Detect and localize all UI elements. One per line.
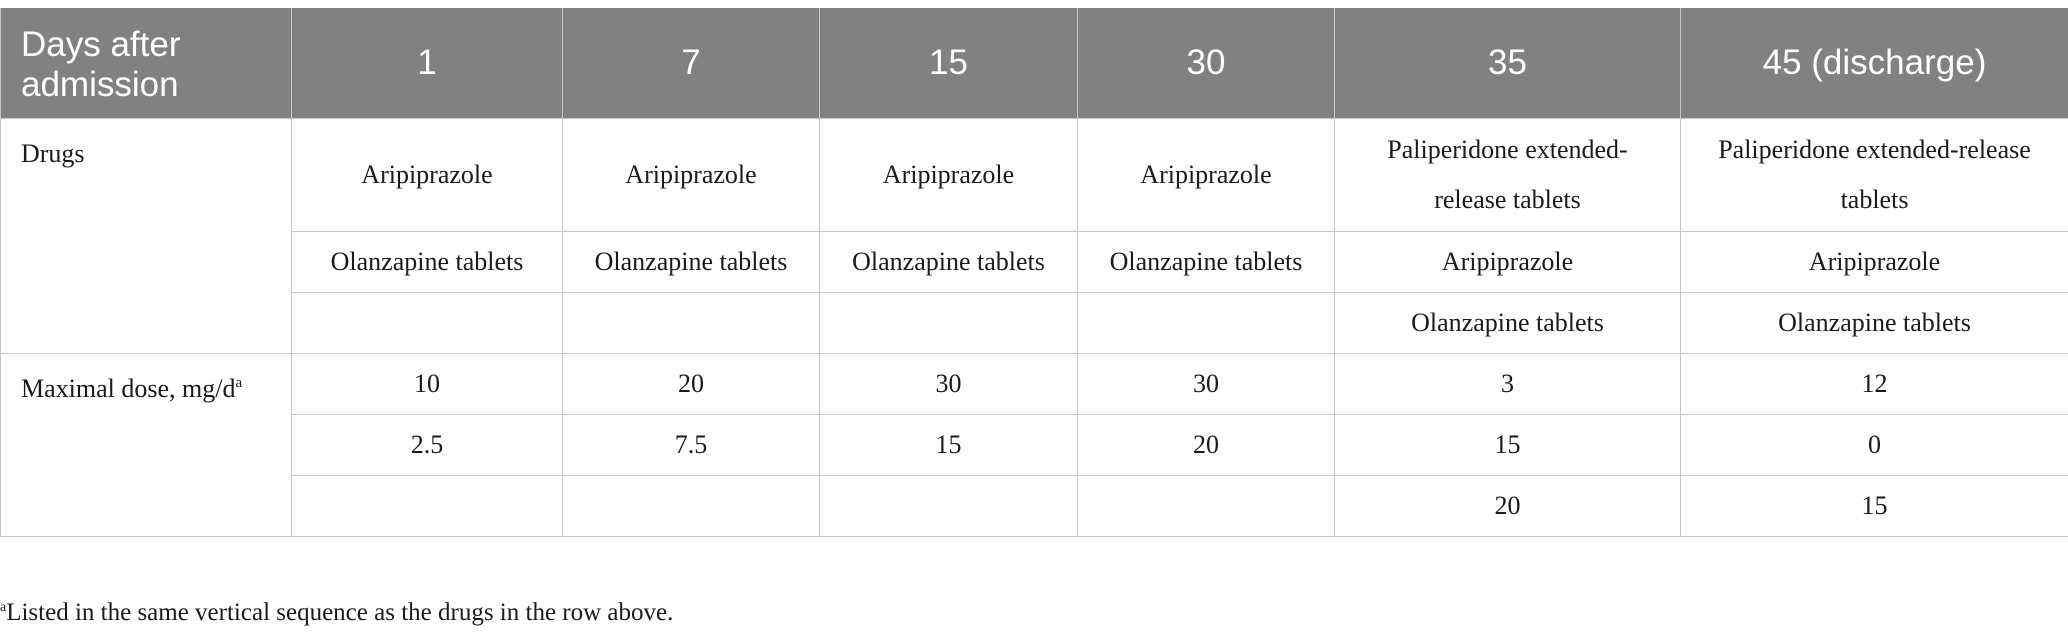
header-day-35: 35	[1335, 8, 1681, 118]
maximal-dose-label-text: Maximal dose, mg/d	[21, 373, 236, 403]
table-row	[1, 353, 2068, 414]
header-days-after-admission: Days after admission	[1, 8, 292, 118]
header-row	[1, 8, 2068, 118]
table-cell: 30	[820, 353, 1078, 414]
footnote-marker: a	[0, 600, 7, 615]
table-cell	[292, 475, 563, 536]
table-cell: Olanzapine tablets	[1681, 292, 2068, 353]
table-cell	[1078, 475, 1335, 536]
table-cell: 3	[1335, 353, 1681, 414]
table-cell	[563, 292, 820, 353]
table-row	[1, 414, 2068, 475]
table-cell: Aripiprazole	[1335, 231, 1681, 292]
table-cell: 30	[1078, 353, 1335, 414]
table-cell: 20	[563, 353, 820, 414]
table-cell	[563, 475, 820, 536]
table-row	[1, 118, 2068, 231]
table-cell: Aripiprazole	[820, 118, 1078, 231]
table-cell: Olanzapine tablets	[1078, 231, 1335, 292]
table-cell: 20	[1335, 475, 1681, 536]
table-cell: 0	[1681, 414, 2068, 475]
header-day-15: 15	[820, 8, 1078, 118]
table-cell: Olanzapine tablets	[1335, 292, 1681, 353]
table-cell	[1078, 292, 1335, 353]
table-cell: Olanzapine tablets	[563, 231, 820, 292]
maximal-dose-row-label	[1, 353, 292, 536]
table-cell: 12	[1681, 353, 2068, 414]
footnote-text: Listed in the same vertical sequence as the drugs in the row above.	[6, 599, 674, 626]
table-cell: 15	[1681, 475, 2068, 536]
table-cell: 10	[292, 353, 563, 414]
table-cell	[820, 292, 1078, 353]
table-cell: Aripiprazole	[1681, 231, 2068, 292]
table-cell: 15	[1335, 414, 1681, 475]
header-day-7: 7	[563, 8, 820, 118]
header-day-30: 30	[1078, 8, 1335, 118]
table-cell	[820, 475, 1078, 536]
table-cell: Olanzapine tablets	[292, 231, 563, 292]
table-cell: 2.5	[292, 414, 563, 475]
table-cell	[292, 292, 563, 353]
table-cell: Aripiprazole	[1078, 118, 1335, 231]
header-day-45-discharge: 45 (discharge)	[1681, 8, 2068, 118]
header-day-1: 1	[292, 8, 563, 118]
footnote-marker: a	[235, 374, 243, 391]
table-cell: 7.5	[563, 414, 820, 475]
table-row	[1, 475, 2068, 536]
table-cell: 15	[820, 414, 1078, 475]
table-cell: 20	[1078, 414, 1335, 475]
table-footnote	[0, 598, 673, 628]
table-cell: Paliperidone extended-release tablets	[1681, 118, 2068, 231]
table-cell: Paliperidone extended-release tablets	[1335, 118, 1681, 231]
table-cell: Aripiprazole	[292, 118, 563, 231]
drug-dosing-table	[0, 8, 2068, 537]
table-cell: Olanzapine tablets	[820, 231, 1078, 292]
table-cell: Aripiprazole	[563, 118, 820, 231]
table-row	[1, 292, 2068, 353]
table-row	[1, 231, 2068, 292]
drugs-row-label: Drugs	[1, 118, 292, 353]
